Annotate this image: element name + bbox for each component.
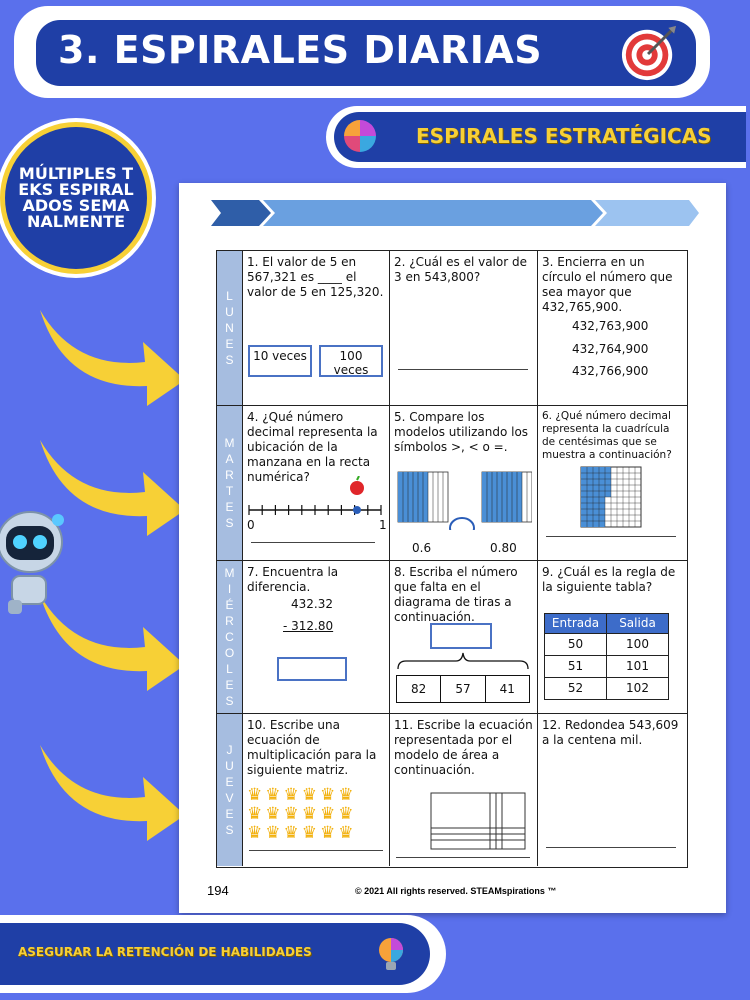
crown-icon: ♛ [265,823,281,843]
bottom-banner-text: ASEGURAR LA RETENCIÓN DE HABILIDADES [18,945,312,959]
number-line-min: 0 [247,518,255,532]
crown-icon: ♛ [265,785,281,805]
day-label-wednesday: MIÉRCOLES [217,561,243,714]
crown-icon: ♛ [301,823,317,843]
number-line [247,476,385,536]
question-1: 1. El valor de 5 en 567,321 es ____ el valor de 5 en 125,320. 10 veces 100 veces [243,251,390,406]
crown-row [247,786,387,805]
crown-icon: ♛ [283,785,299,805]
decimal-models [396,470,532,530]
option-10-veces[interactable]: 10 veces [248,345,312,377]
minuend: 432.32 [291,597,333,611]
choice-b[interactable]: 432,764,900 [572,342,649,356]
crown-array [247,786,387,843]
question-6: 6. ¿Qué número decimal representa la cuadrícula de centésimas que se muestra a continuación? [538,406,687,561]
missing-number-box[interactable] [430,623,492,649]
answer-line[interactable] [249,850,383,851]
lightbulb-icon [374,935,408,975]
answer-line[interactable] [396,857,530,858]
choice-c[interactable]: 432,766,900 [572,364,649,378]
crown-icon: ♛ [338,823,354,843]
crown-row [247,805,387,824]
crown-icon: ♛ [265,804,281,824]
spiral-grid [216,250,688,868]
crown-icon: ♛ [320,785,336,805]
answer-line[interactable] [546,536,676,537]
col-header-output: Salida [607,614,669,634]
teks-badge [0,122,152,274]
target-icon [620,24,678,82]
day-label-monday: LUNES [217,251,243,406]
bottom-banner [0,915,446,993]
ribbon-title: ESPIRAL DIARIA PARA LA UNIDAD 1-4 [299,188,521,202]
page-number: 194 [207,883,229,898]
crown-icon: ♛ [320,823,336,843]
question-11: 11. Escribe la ecuación representada por el modelo de área a continuación. [390,714,538,866]
copyright: © 2021 All rights reserved. STEAMspirations ™ [355,886,557,896]
title-banner [14,6,710,98]
tape-part: 82 [397,676,441,702]
crown-icon: ♛ [283,804,299,824]
crown-icon: ♛ [247,804,263,824]
col-header-input: Entrada [545,614,607,634]
number-line-max: 1 [379,518,387,532]
tape-part: 57 [441,676,485,702]
tape-brace [396,649,530,673]
strategic-label: ESPIRALES ESTRATÉGICAS [416,124,712,148]
crown-icon: ♛ [338,785,354,805]
option-100-veces[interactable]: 100 veces [319,345,383,377]
question-8: 8. Escriba el número que falta en el diagrama de tiras a continuación. 82 57 41 [390,561,538,714]
title-inner [36,20,696,86]
question-5: 5. Compare los modelos utilizando los símbolos >, < o =. 0.6 0.80 [390,406,538,561]
choice-a[interactable]: 432,763,900 [572,319,649,333]
arrow-icon [35,735,185,845]
robot-mascot-icon [0,500,70,615]
crown-icon: ♛ [338,804,354,824]
crown-icon: ♛ [301,804,317,824]
crown-icon: ♛ [247,785,263,805]
question-3: 3. Encierra en un círculo el número que sea mayor que 432,765,900. 432,763,900 432,764,900 432,766,900 [538,251,687,406]
strategic-banner [326,106,746,168]
question-10: 10. Escribe una ecuación de multiplicación para la siguiente matriz. ♛ ♛ ♛ ♛ ♛ ♛ ♛ ♛ ♛ ♛ ♛ ♛ ♛ ♛ ♛ ♛ ♛ ♛ [243,714,390,866]
crown-icon: ♛ [247,823,263,843]
answer-box[interactable] [277,657,347,681]
table-row: 52 102 [545,678,669,700]
table-row: 51 101 [545,656,669,678]
day-label-tuesday: MARTES [217,406,243,561]
crown-row [247,824,387,843]
answer-line[interactable] [251,542,375,543]
crown-icon: ♛ [283,823,299,843]
crown-icon: ♛ [320,804,336,824]
question-9: 9. ¿Cuál es la regla de la siguiente tabla? Entrada Salida 50 100 51 101 52 102 [538,561,687,714]
input-output-table [544,613,669,700]
question-2: 2. ¿Cuál es el valor de 3 en 543,800? [390,251,538,406]
model-right-value: 0.80 [490,541,517,555]
tape-diagram [396,675,530,703]
quadrant-logo-icon [342,118,378,154]
strategic-banner-inner [334,112,746,162]
question-4: 4. ¿Qué número decimal representa la ubicación de la manzana en la recta numérica? 0 1 [243,406,390,561]
crown-icon: ♛ [301,785,317,805]
answer-line[interactable] [546,847,676,848]
badge-text: MÚLTIPLES TEKS ESPIRALADOS SEMANALMENTE [18,164,134,231]
table-row: 50 100 [545,634,669,656]
model-left-value: 0.6 [412,541,432,555]
area-model [430,792,526,852]
hundredths-grid [580,466,642,528]
bottom-banner-inner [0,923,430,985]
arrow-icon [35,300,185,410]
subtrahend: - 312.80 [283,619,334,633]
ribbon-week: Semana 1 [613,187,674,202]
tape-part: 41 [499,682,515,696]
ribbon-banner [211,200,699,226]
worksheet-page [179,183,726,913]
question-7: 7. Encuentra la diferencia. 432.32 - 312.80 [243,561,390,714]
day-label-thursday: JUEVES [217,714,243,866]
answer-line[interactable] [398,369,528,370]
page-title: 3. ESPIRALES DIARIAS [58,28,543,72]
question-12: 12. Redondea 543,609 a la centena mil. [538,714,687,866]
